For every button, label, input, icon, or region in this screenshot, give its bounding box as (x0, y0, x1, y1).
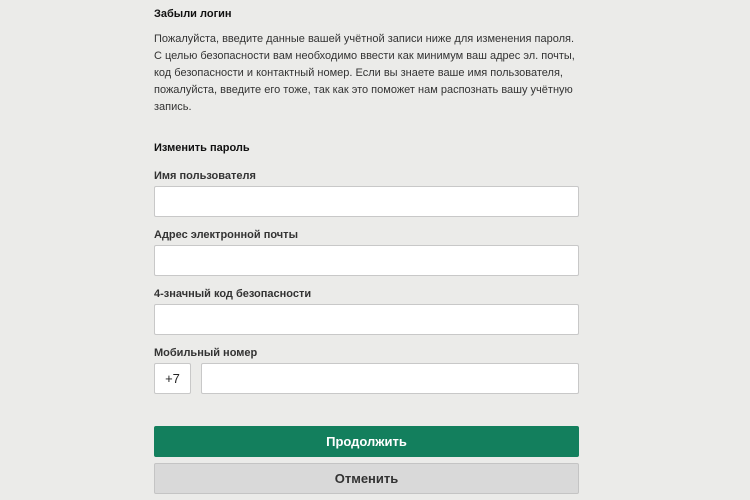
cancel-button[interactable]: Отменить (154, 463, 579, 494)
security-code-label: 4-значный код безопасности (154, 288, 312, 300)
intro-text: Пожалуйста, введите данные вашей учётной записи ниже для изменения пароля. С целью безопасности вам необходимо ввести как минимум ваш адрес эл. почты, код безопасности и контактный номер. Если вы знаете ваше имя пользователя, пожалуйста, введите его тоже, так как это поможет нам распознать вашу учётную запись. (154, 33, 575, 113)
continue-button[interactable]: Продолжить (154, 426, 579, 457)
mobile-label: Мобильный номер (154, 347, 258, 359)
email-label: Адрес электронной почты (154, 229, 298, 241)
section-title: Изменить пароль (154, 142, 250, 154)
country-code-prefix: +7 (154, 363, 191, 394)
page-title: Забыли логин (154, 8, 232, 20)
username-input[interactable] (154, 186, 579, 217)
mobile-number-input[interactable] (201, 363, 579, 394)
username-label: Имя пользователя (154, 170, 256, 182)
email-input[interactable] (154, 245, 579, 276)
security-code-input[interactable] (154, 304, 579, 335)
